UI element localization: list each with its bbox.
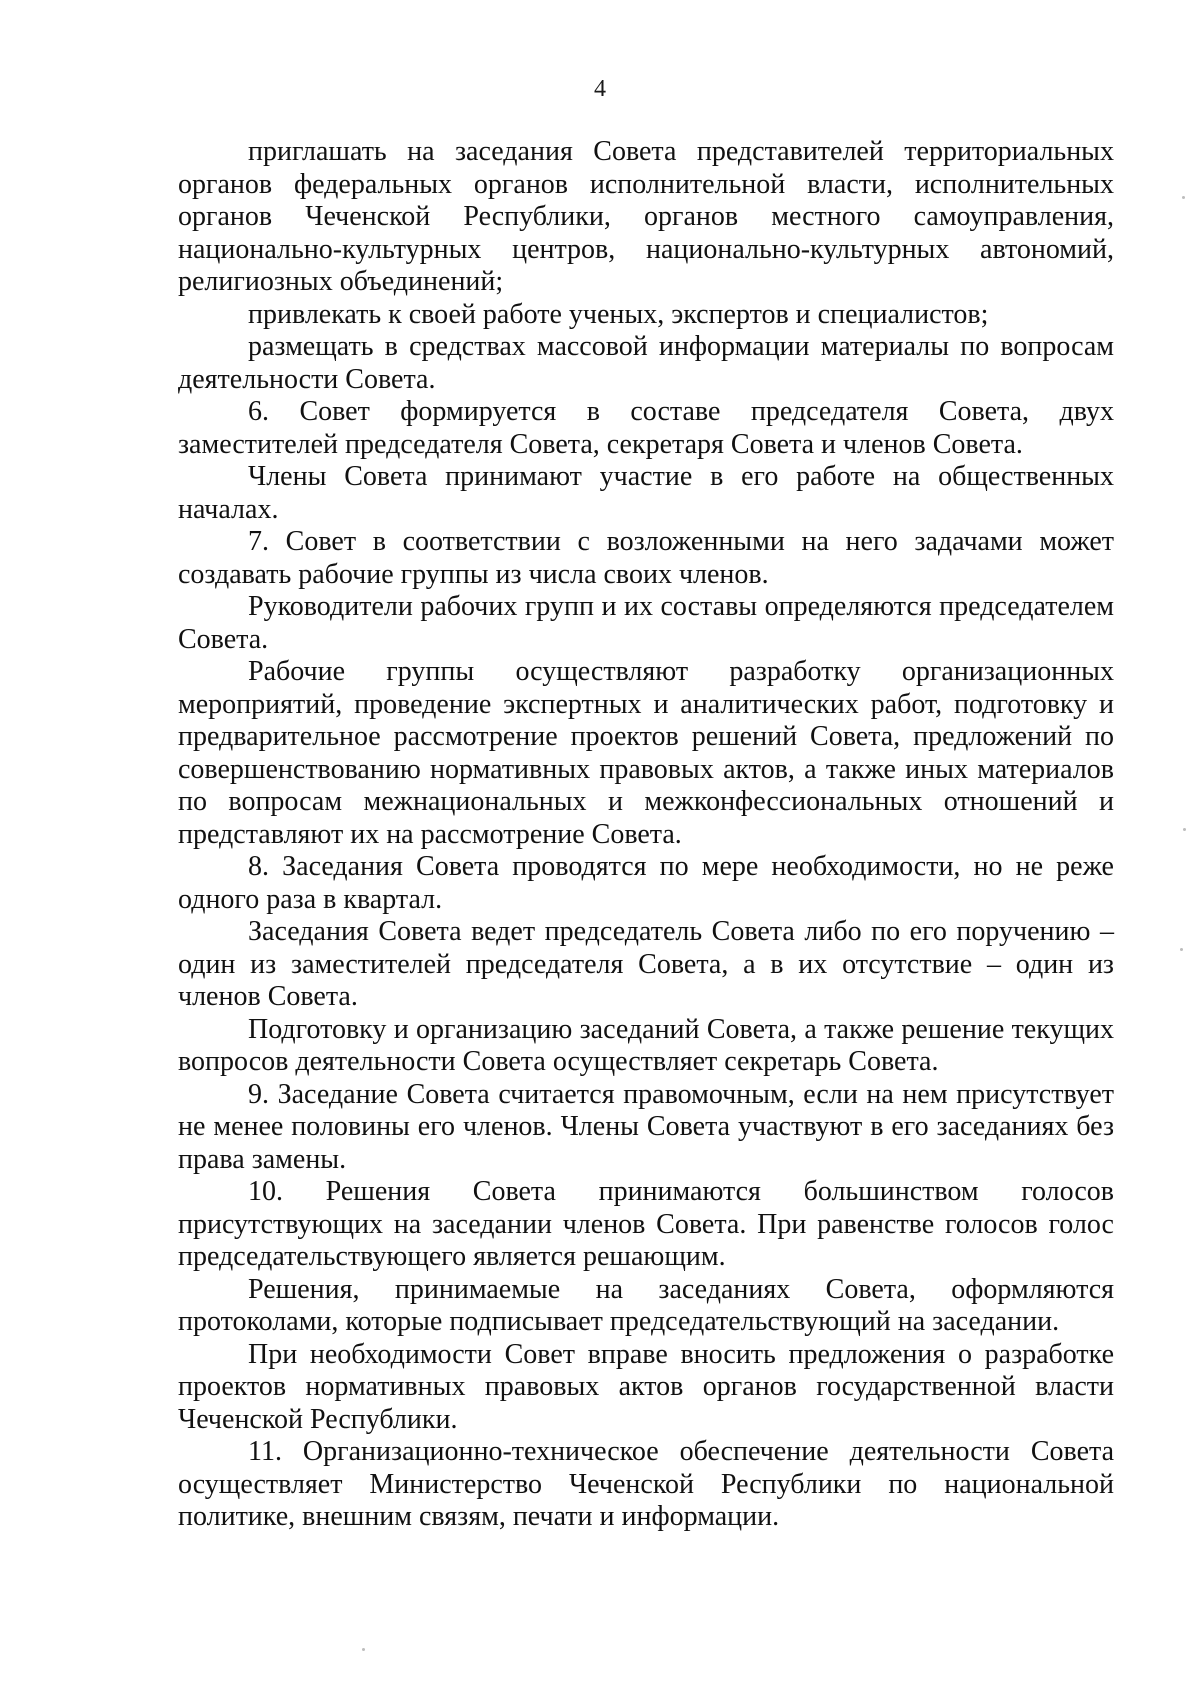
paragraph-item-11-support: 11. Организационно-техническое обеспечение деятельности Совета осуществляет Министерство Чеченской Республики по национальной политике, внешним связям, печати и информации. [178,1436,1114,1532]
paragraph-group-duties: Рабочие группы осуществляют разработку организационных мероприятий, проведение экспертных и аналитических работ, подготовку и предварительное рассмотрение проектов решений Совета, предложений по совершенствованию нормативных правовых актов, а также иных материалов по вопросам межнациональных и межконфессиональных отношений и представляют их на рассмотрение Совета. [178,656,1114,850]
scan-speck [1183,828,1186,831]
page-number: 4 [594,76,606,102]
paragraph-involve-experts: привлекать к своей работе ученых, экспертов и специалистов; [248,298,989,330]
scan-speck [1180,948,1183,951]
paragraph-group-leaders: Руководители рабочих групп и их составы определяются председателем Совета. [178,591,1114,655]
paragraph-members-volunteer: Члены Совета принимают участие в его работе на общественных началах. [178,461,1114,525]
paragraph-invite-representatives: приглашать на заседания Совета представителей территориальных органов федеральных органов исполнительной власти, исполнительных органов Чеченской Республики, органов местного самоуправления, национально-культурных центров, национально-культурных автономий, религиозных объединений; [178,136,1114,297]
document-body [178,136,1114,1534]
paragraph-item-9-quorum: 9. Заседание Совета считается правомочным, если на нем присутствует не менее половины его членов. Члены Совета участвуют в его заседаниях без права замены. [178,1078,1114,1175]
paragraph-meeting-chair: Заседания Совета ведет председатель Совета либо по его поручению – один из заместителей председателя Совета, а в их отсутствие – один из членов Совета. [178,916,1114,1012]
paragraph-item-8-meetings: 8. Заседания Совета проводятся по мере необходимости, но не реже одного раза в квартал. [178,851,1114,915]
paragraph-secretary-duties: Подготовку и организацию заседаний Совета, а также решение текущих вопросов деятельности Совета осуществляет секретарь Совета. [178,1013,1114,1077]
paragraph-publish-materials: размещать в средствах массовой информации материалы по вопросам деятельности Совета. [178,331,1114,395]
paragraph-item-10-decisions: 10. Решения Совета принимаются большинством голосов присутствующих на заседании членов Совета. При равенстве голосов голос председательствующего является решающим. [178,1176,1114,1272]
paragraph-item-6-composition: 6. Совет формируется в составе председателя Совета, двух заместителей председателя Совета, секретаря Совета и членов Совета. [178,396,1114,460]
paragraph-item-7-working-groups: 7. Совет в соответствии с возложенными на него задачами может создавать рабочие группы из числа своих членов. [178,526,1114,590]
scan-speck [362,1648,365,1651]
paragraph-protocols: Решения, принимаемые на заседаниях Совета, оформляются протоколами, которые подписывает председательствующий на заседании. [178,1273,1114,1337]
paragraph-proposals: При необходимости Совет вправе вносить предложения о разработке проектов нормативных правовых актов органов государственной власти Чеченской Республики. [178,1338,1114,1435]
scan-speck [1182,196,1185,199]
